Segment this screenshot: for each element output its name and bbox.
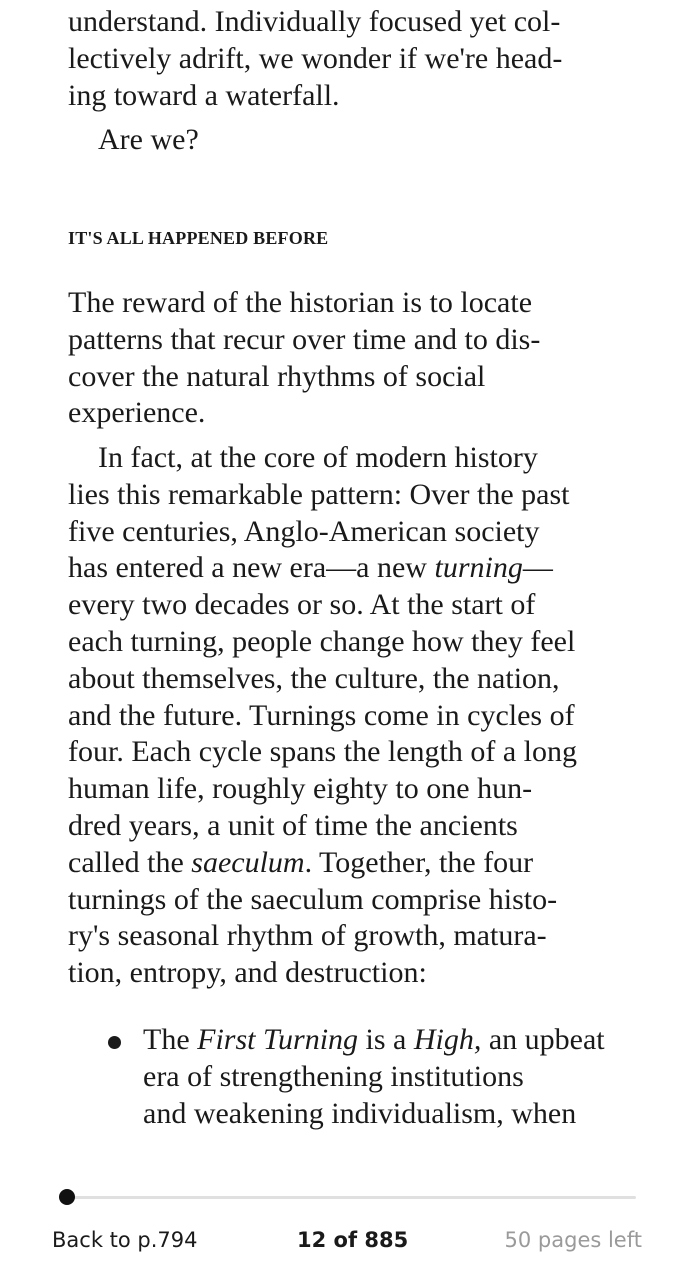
italic-term: turning bbox=[434, 551, 523, 585]
text-line bbox=[68, 845, 638, 882]
italic-term: High, bbox=[413, 1023, 482, 1056]
text-line: In fact, at the core of modern history bbox=[98, 441, 538, 474]
paragraph bbox=[68, 440, 638, 992]
text-line: experience. bbox=[68, 396, 206, 430]
text-line: and the future. Turnings come in cycles of bbox=[68, 698, 575, 732]
text-line: Are we? bbox=[98, 123, 199, 157]
text-run: is a bbox=[358, 1023, 414, 1056]
text-line: five centuries, Anglo-American society bbox=[68, 514, 540, 548]
text-line: ing toward a waterfall. bbox=[68, 78, 340, 112]
text-line: lies this remarkable pattern: Over the past bbox=[68, 477, 570, 511]
text-line: every two decades or so. At the start of bbox=[68, 588, 536, 622]
text-run: called the bbox=[68, 845, 192, 879]
text-line: human life, roughly eighty to one hun- bbox=[68, 772, 533, 806]
text-line bbox=[143, 1022, 605, 1059]
text-run: . Together, the four bbox=[304, 845, 534, 879]
text-line: patterns that recur over time and to dis- bbox=[68, 322, 541, 356]
text-line: four. Each cycle spans the length of a long bbox=[68, 735, 578, 769]
paragraph bbox=[68, 285, 638, 432]
text-line: about themselves, the culture, the nation, bbox=[68, 661, 560, 695]
reader-footer bbox=[0, 1224, 695, 1260]
text-line: turnings of the saeculum comprise histo- bbox=[68, 882, 558, 916]
italic-term: First Turning bbox=[197, 1023, 359, 1056]
text-line: era of strengthening institutions bbox=[143, 1059, 524, 1093]
text-line: understand. Individually focused yet col- bbox=[68, 5, 561, 38]
text-run: — bbox=[522, 551, 553, 585]
text-run: an upbeat bbox=[481, 1023, 605, 1056]
italic-term: saeculum bbox=[191, 845, 305, 879]
text-line: dred years, a unit of time the ancients bbox=[68, 808, 518, 842]
text-line: and weakening individualism, when bbox=[143, 1096, 577, 1130]
text-line: each turning, people change how they feel bbox=[68, 624, 576, 658]
page-position-label: 12 of 885 bbox=[297, 1228, 409, 1252]
list-item bbox=[143, 1022, 605, 1132]
back-to-page-button[interactable]: Back to p.794 bbox=[52, 1228, 198, 1252]
pages-left-label: 50 pages left bbox=[504, 1228, 642, 1252]
text-line: cover the natural rhythms of social bbox=[68, 359, 486, 393]
text-line bbox=[68, 550, 638, 587]
text-line: lectively adrift, we wonder if we're head- bbox=[68, 41, 563, 75]
text-line: ry's seasonal rhythm of growth, matura- bbox=[68, 919, 547, 953]
text-run: has entered a new era—a new bbox=[68, 551, 435, 585]
bullet-point-icon bbox=[108, 1036, 121, 1049]
text-run: The bbox=[143, 1023, 198, 1056]
text-line: The reward of the historian is to locate bbox=[68, 286, 533, 319]
progress-handle[interactable] bbox=[59, 1189, 75, 1205]
paragraph-continued bbox=[68, 4, 638, 159]
text-line: tion, entropy, and destruction: bbox=[68, 956, 427, 990]
section-heading: IT'S ALL HAPPENED BEFORE bbox=[68, 228, 329, 248]
progress-slider[interactable] bbox=[60, 1196, 636, 1199]
